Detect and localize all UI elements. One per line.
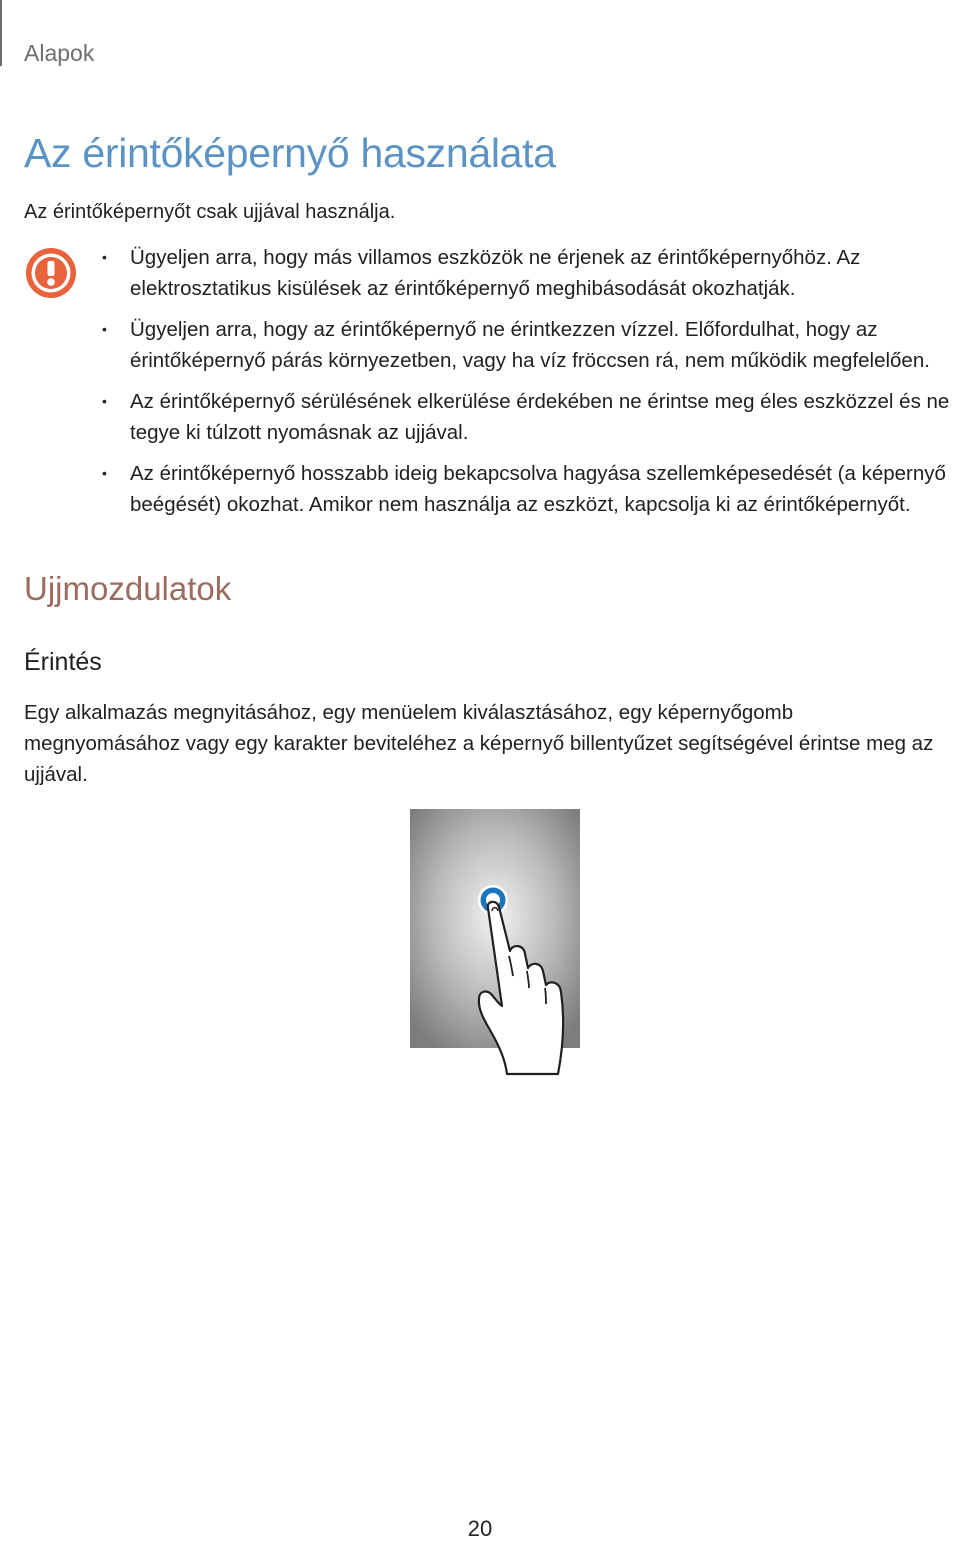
warning-line: Ügyeljen arra, hogy más villamos eszközök ne érjenek az érintőképernyőhöz. Az bbox=[130, 246, 861, 269]
warning-line: Az érintőképernyő hosszabb ideig bekapcsolva hagyása szellemképesedését (a képernyő bbox=[130, 462, 946, 485]
intro-text: Az érintőképernyőt csak ujjával használja. bbox=[24, 201, 396, 223]
bullet: • bbox=[102, 321, 107, 337]
section-label: Alapok bbox=[24, 40, 95, 66]
warning-item bbox=[100, 458, 960, 520]
warning-line: beégését) okozhat. Amikor nem használja az eszközt, kapcsolja ki az érintőképernyőt. bbox=[130, 493, 911, 516]
bullet: • bbox=[102, 465, 107, 481]
tap-description bbox=[24, 697, 960, 790]
warning-line: érintőképernyő párás környezetben, vagy ha víz fröccsen rá, nem működik megfelelően. bbox=[130, 349, 930, 372]
warning-item bbox=[100, 314, 960, 376]
tap-heading: Érintés bbox=[24, 648, 102, 676]
warning-line: elektrosztatikus kisülések az érintőképernyő meghibásodását okozhatják. bbox=[130, 277, 796, 300]
exclamation-warning-icon bbox=[24, 246, 78, 300]
warning-line: tegye ki túlzott nyomásnak az ujjával. bbox=[130, 421, 469, 444]
bullet: • bbox=[102, 249, 107, 265]
warning-list bbox=[100, 242, 960, 530]
warning-line: Ügyeljen arra, hogy az érintőképernyő ne érintkezzen vízzel. Előfordulhat, hogy az bbox=[130, 318, 878, 341]
gestures-heading: Ujjmozdulatok bbox=[24, 570, 232, 607]
margin-rule bbox=[0, 0, 2, 66]
warning-line: Az érintőképernyő sérülésének elkerülése érdekében ne érintse meg éles eszközzel és ne bbox=[130, 390, 950, 413]
warning-item bbox=[100, 386, 960, 448]
page-title: Az érintőképernyő használata bbox=[24, 130, 556, 176]
finger-crease-line bbox=[545, 988, 546, 1004]
description-line: Egy alkalmazás megnyitásához, egy menüelem kiválasztásához, egy képernyőgomb bbox=[24, 701, 794, 724]
bullet: • bbox=[102, 393, 107, 409]
description-line: ujjával. bbox=[24, 763, 88, 786]
warning-item bbox=[100, 242, 960, 304]
description-line: megnyomásához vagy egy karakter beviteléhez a képernyő billentyűzet segítségével érintse meg az bbox=[24, 732, 934, 755]
page-number: 20 bbox=[467, 1516, 493, 1541]
finger-tap-illustration bbox=[408, 808, 588, 1078]
